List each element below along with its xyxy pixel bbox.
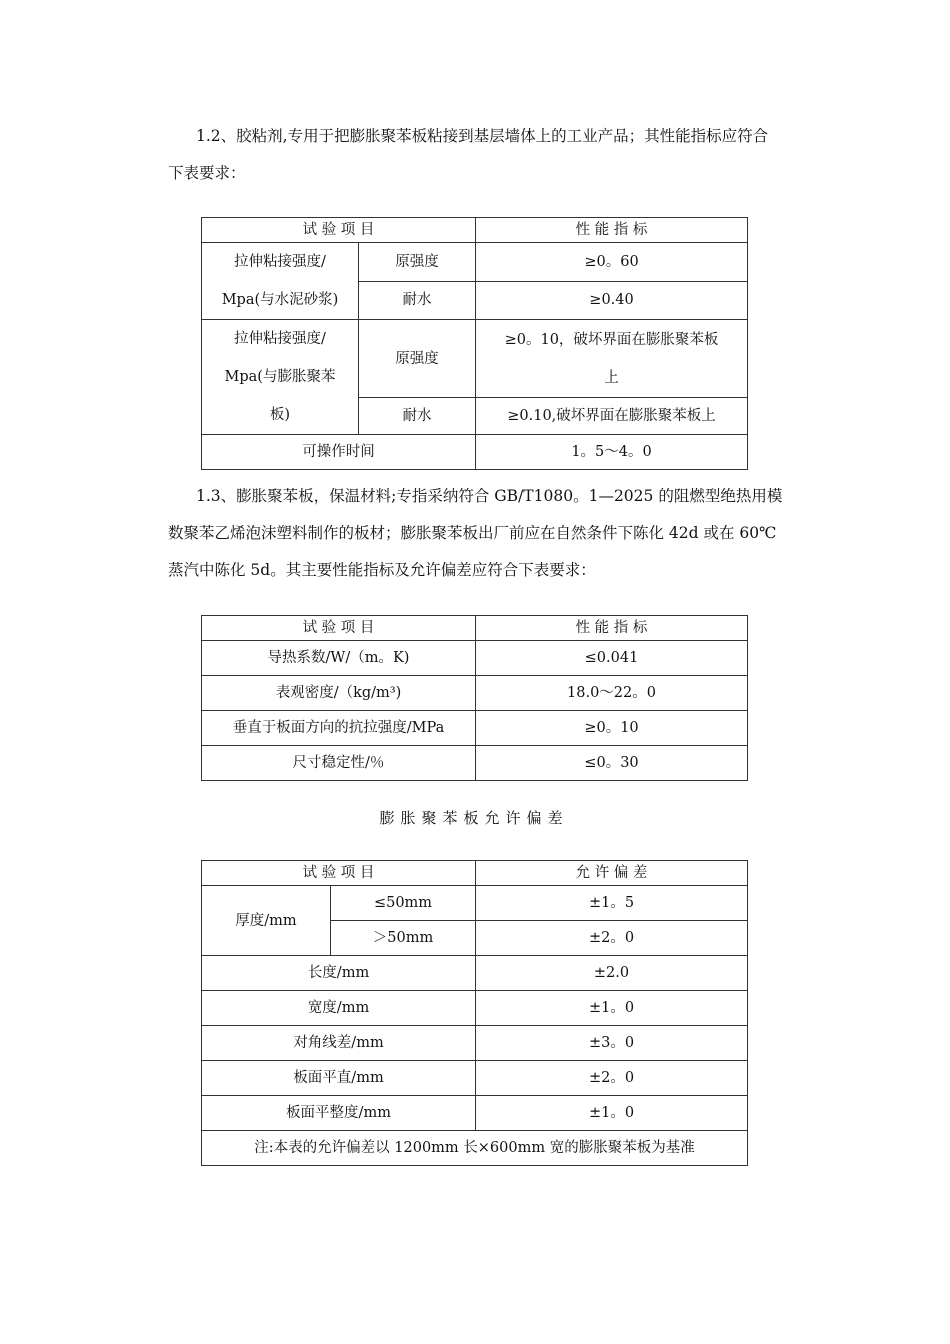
value-cell: ±2。0 <box>476 921 748 956</box>
table-caption: 膨胀聚苯板允许偏差 <box>379 809 569 827</box>
row-label: 板面平整度/mm <box>202 1096 476 1131</box>
row-label: 长度/mm <box>202 956 476 991</box>
row-label: 可操作时间 <box>202 435 476 470</box>
sub-item: 耐水 <box>359 398 476 435</box>
value-cell: ±2.0 <box>476 956 748 991</box>
sub-item: 原强度 <box>359 320 476 398</box>
eps-properties-table <box>201 615 748 781</box>
label-line: 拉伸粘接强度/ <box>234 331 326 347</box>
header-performance: 性 能 指 标 <box>476 616 748 641</box>
row-label: 板面平直/mm <box>202 1061 476 1096</box>
value-cell: 18.0～22。0 <box>476 676 748 711</box>
sub-item: 耐水 <box>359 281 476 320</box>
paragraph-line: 数聚苯乙烯泡沫塑料制作的板材；膨胀聚苯板出厂前应在自然条件下陈化 42d 或在 60℃ <box>168 524 777 542</box>
header-item: 试 验 项 目 <box>202 218 476 243</box>
sub-item: 原强度 <box>359 243 476 282</box>
adhesive-spec-table <box>201 217 748 470</box>
label-line: Mpa(与水泥砂浆) <box>221 292 339 308</box>
value-cell: ≥0.10,破坏界面在膨胀聚苯板上 <box>476 398 748 435</box>
row-label: 垂直于板面方向的抗拉强度/MPa <box>202 711 476 746</box>
value-cell: ±3。0 <box>476 1026 748 1061</box>
sub-item: ＞50mm <box>331 921 476 956</box>
value-cell <box>476 320 748 398</box>
thickness-label: 厚度/mm <box>202 886 331 956</box>
row-label: 宽度/mm <box>202 991 476 1026</box>
value-cell: ±1。0 <box>476 991 748 1026</box>
value-line: 上 <box>604 369 619 386</box>
value-cell: ≥0。60 <box>476 243 748 282</box>
group-eps-label <box>202 320 359 435</box>
header-performance: 性 能 指 标 <box>476 218 748 243</box>
table-note: 注:本表的允许偏差以 1200mm 长×600mm 宽的膨胀聚苯板为基准 <box>202 1131 748 1166</box>
value-cell: ≤0。30 <box>476 746 748 781</box>
paragraph-1-2 <box>168 118 808 192</box>
label-line: Mpa(与膨胀聚苯 <box>224 369 336 385</box>
paragraph-1-3 <box>168 478 808 589</box>
paragraph-line: 1.3、膨胀聚苯板，保温材料;专指采纳符合 GB/T1080。1—2025 的阻燃型绝热用模 <box>196 487 783 505</box>
header-item: 试 验 项 目 <box>202 861 476 886</box>
row-label: 对角线差/mm <box>202 1026 476 1061</box>
row-label: 尺寸稳定性/％ <box>202 746 476 781</box>
value-cell: 1。5～4。0 <box>476 435 748 470</box>
header-item: 试 验 项 目 <box>202 616 476 641</box>
paragraph-line: 下表要求： <box>168 164 246 182</box>
value-line: ≥0。10，破坏界面在膨胀聚苯板 <box>504 331 719 348</box>
value-cell: ≤0.041 <box>476 641 748 676</box>
value-cell: ≥0。10 <box>476 711 748 746</box>
row-label: 导热系数/W/（m。K) <box>202 641 476 676</box>
row-label: 表观密度/（kg/m³) <box>202 676 476 711</box>
paragraph-line: 1.2、胶粘剂,专用于把膨胀聚苯板粘接到基层墙体上的工业产品；其性能指标应符合 <box>196 127 769 145</box>
value-cell: ±1。5 <box>476 886 748 921</box>
value-cell: ±1。0 <box>476 1096 748 1131</box>
label-line: 拉伸粘接强度/ <box>234 254 326 270</box>
sub-item: ≤50mm <box>331 886 476 921</box>
header-deviation: 允 许 偏 差 <box>476 861 748 886</box>
label-line: 板) <box>269 407 291 423</box>
group-cement-label <box>202 243 359 320</box>
value-cell: ±2。0 <box>476 1061 748 1096</box>
paragraph-line: 蒸汽中陈化 5d。其主要性能指标及允许偏差应符合下表要求： <box>168 561 596 579</box>
value-cell: ≥0.40 <box>476 281 748 320</box>
deviation-table <box>201 860 748 1166</box>
